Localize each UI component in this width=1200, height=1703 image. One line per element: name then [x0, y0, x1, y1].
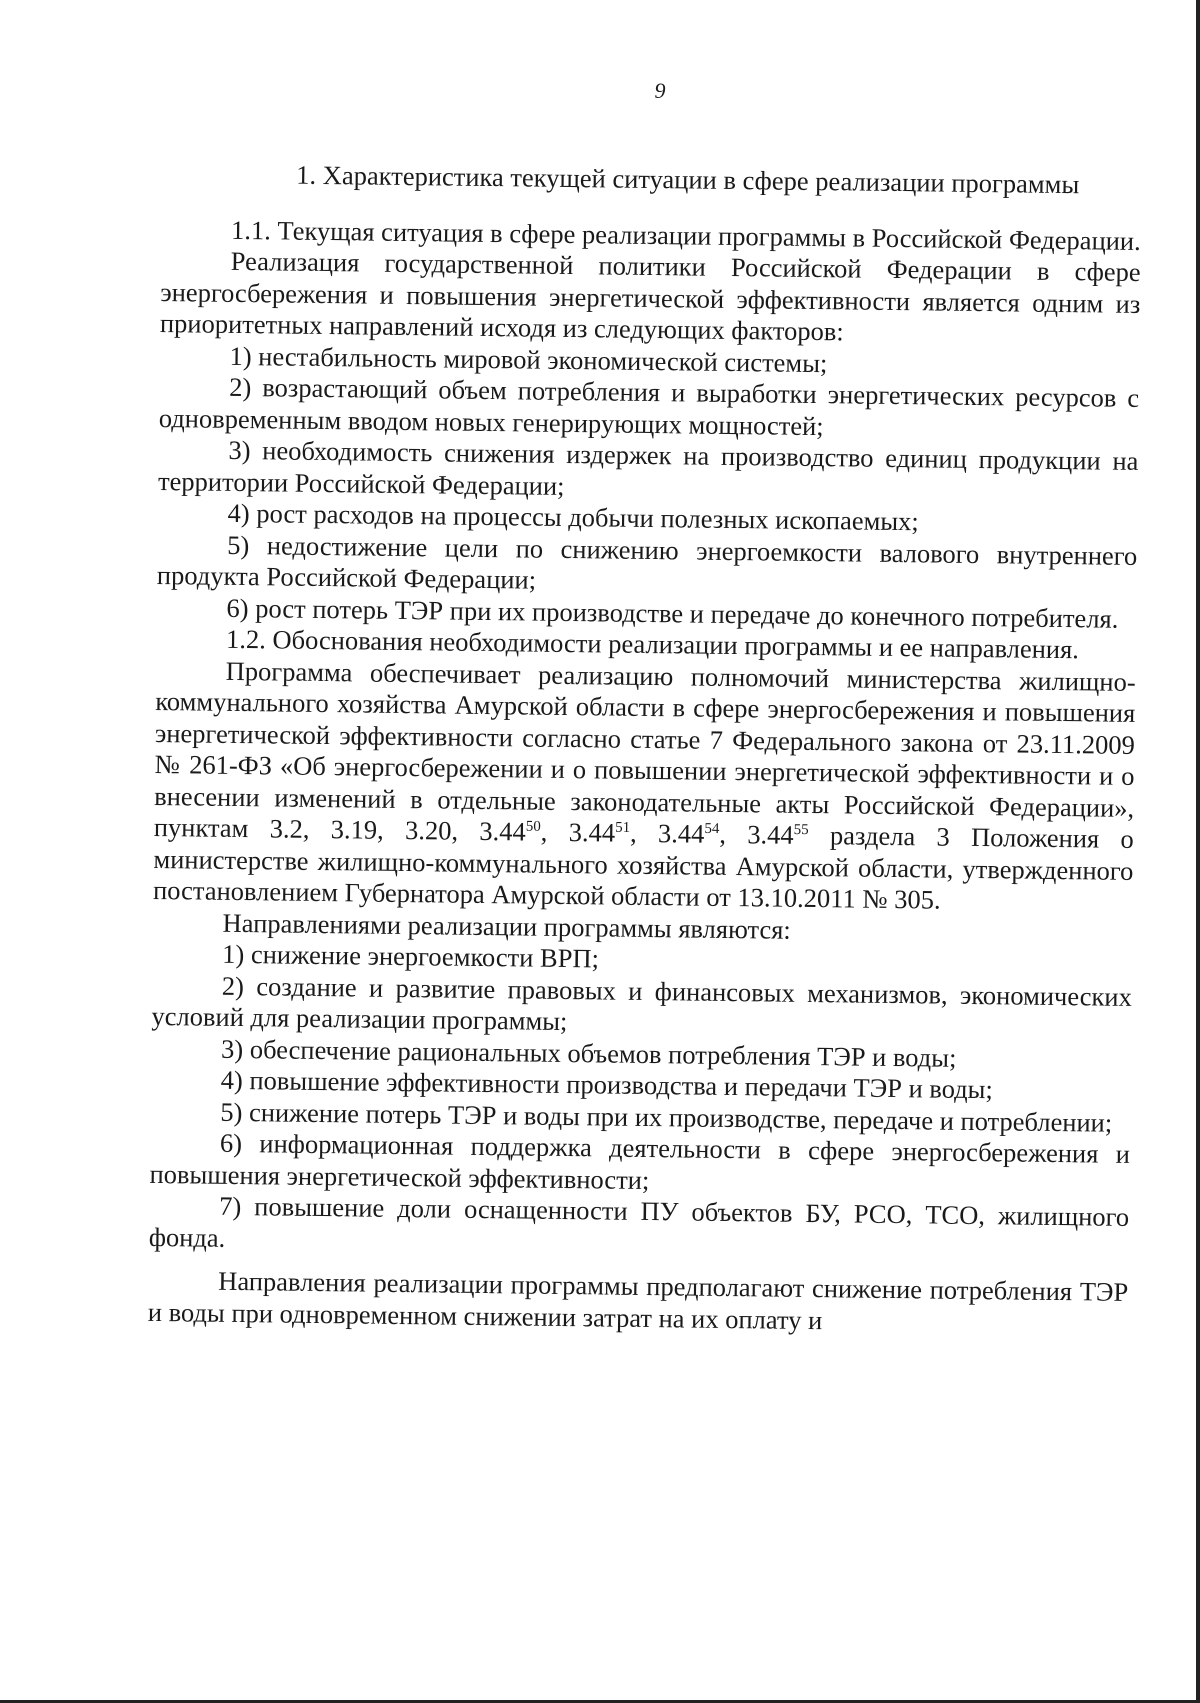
footnote-ref-55: 55 — [793, 821, 809, 839]
factor-item-1: 1) нестабильность мировой экономической системы; — [229, 340, 828, 378]
section-heading: 1. Характеристика текущей ситуации в сфере реализации программы — [296, 159, 1080, 200]
program-text-mid-2: , 3.44 — [629, 817, 705, 849]
direction-item-1: 1) снижение энергоемкости ВРП; — [222, 938, 600, 974]
program-text-mid-3: , 3.44 — [719, 818, 794, 850]
program-text-mid-1: , 3.44 — [540, 816, 616, 848]
factor-item-5: 5) недостижение цели по снижению энергоемкости валового внутреннего продукта Российской Федерации; — [156, 529, 1138, 595]
footnote-ref-50: 50 — [525, 818, 541, 835]
page-number: 9 — [654, 78, 666, 103]
direction-item-2: 2) создание и развитие правовых и финансовых механизмов, экономических условий для реализации программы; — [151, 970, 1133, 1037]
direction-item-4: 4) повышение эффективности производства и передачи ТЭР и воды; — [220, 1064, 994, 1105]
document-body — [148, 158, 1142, 1340]
page-border-right — [1196, 0, 1200, 1703]
paragraph-intro: Реализация государственной политики Российской Федерации в сфере энергосбережения и повышения энергетической эффективности является одним из приоритетных направлений исходя из следующих факторов: — [159, 245, 1141, 347]
paragraph-program-authority — [153, 654, 1136, 918]
factor-item-3: 3) необходимость снижения издержек на производство единиц продукции на территории Российской Федерации; — [157, 434, 1139, 501]
paragraph-final: Направления реализации программы предполагают снижение потребления ТЭР и воды при одновременном снижении затрат на их оплату и — [147, 1265, 1129, 1335]
footnote-ref-51: 51 — [615, 819, 631, 836]
subsection-title-1-1: 1.1. Текущая ситуация в сфере реализации программы в Российской Федерации. — [230, 214, 1141, 256]
factor-item-2: 2) возрастающий объем потребления и выработки энергетических ресурсов с одновременным вводом новых генерирующих мощностей; — [158, 371, 1140, 441]
directions-intro: Направлениями реализации программы являются: — [222, 907, 791, 945]
direction-item-5: 5) снижение потерь ТЭР и воды при их производстве, передаче и потреблении; — [220, 1096, 1113, 1138]
program-text-before: Программа обеспечивает реализацию полномочий министерства жилищно-коммунального хозяйства Амурской области в сфере энергосбережения и повышения энергетической эффективности согласно статье 7 Федерального закона от 23.11.2009 № 261-ФЗ «Об энергосбережении и о повышении энергетической эффективности и о внесении изменений в отдельные законодательные акты Российской Федерации», пунктам 3.2, 3.19, 3.20, 3.44 — [153, 655, 1136, 847]
program-text-after: раздела 3 Положения о министерстве жилищно-коммунального хозяйства Амурской области, утвержденного постановлением Губернатора Амурской области от 13.10.2011 № 305. — [152, 819, 1134, 915]
factor-item-4: 4) рост расходов на процессы добычи полезных ископаемых; — [227, 497, 919, 537]
footnote-ref-54: 54 — [704, 820, 720, 838]
direction-item-3: 3) обеспечение рациональных объемов потребления ТЭР и воды; — [220, 1033, 957, 1073]
direction-item-7: 7) повышение доли оснащенности ПУ объектов БУ, РСО, ТСО, жилищного фонда. — [148, 1190, 1130, 1253]
factor-item-6: 6) рост потерь ТЭР при их производстве и передаче до конечного потребителя. — [226, 592, 1119, 634]
subsection-title-1-2: 1.2. Обоснования необходимости реализации программы и ее направления. — [225, 623, 1080, 665]
direction-item-6: 6) информационная поддержка деятельности в сфере энергосбережения и повышения энергетической эффективности; — [149, 1127, 1131, 1195]
